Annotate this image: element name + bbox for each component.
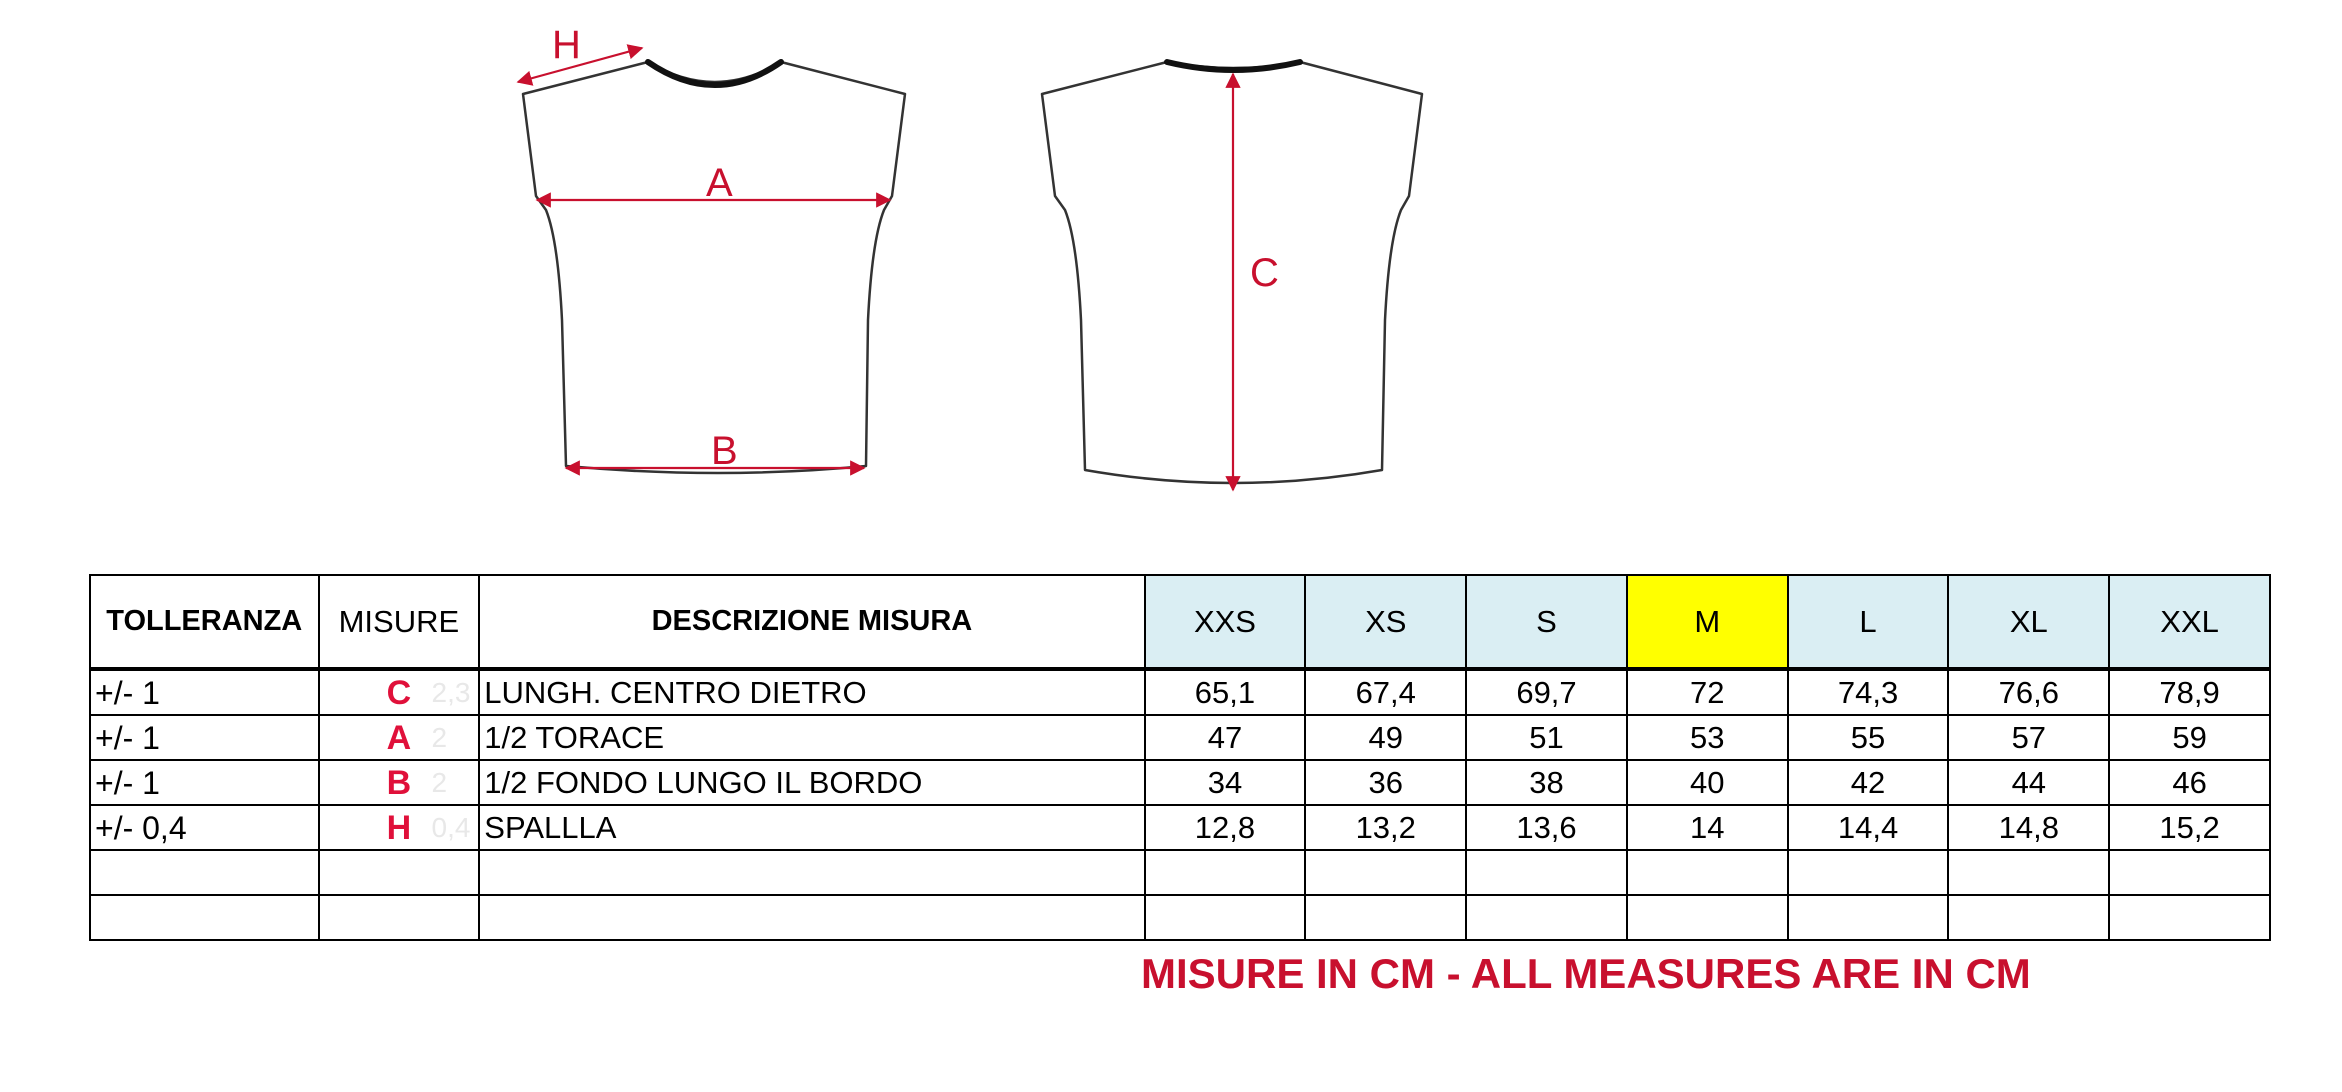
value-cell-s: 69,7 (1466, 669, 1627, 715)
measure-code: H (386, 808, 412, 847)
measure-code-cell (319, 669, 480, 715)
value-cell-xxl (2109, 850, 2270, 895)
value-cell-xl: 76,6 (1948, 669, 2109, 715)
table-row (90, 715, 2270, 760)
header-size-s: S (1466, 575, 1627, 669)
value-cell-m (1627, 895, 1788, 940)
value-cell-xxs (1145, 850, 1306, 895)
header-size-xs: XS (1305, 575, 1466, 669)
value-cell-xl: 57 (1948, 715, 2109, 760)
tolerance-cell: +/- 0,4 (90, 805, 319, 850)
value-cell-xxl (2109, 895, 2270, 940)
value-cell-l (1788, 895, 1949, 940)
measure-code: B (386, 763, 412, 802)
dim-a-label: A (706, 161, 733, 205)
tolerance-cell: +/- 1 (90, 760, 319, 805)
tolerance-cell (90, 895, 319, 940)
value-cell-xxl: 15,2 (2109, 805, 2270, 850)
value-cell-xxl: 78,9 (2109, 669, 2270, 715)
header-measure: MISURE (319, 575, 480, 669)
table-row (90, 805, 2270, 850)
measure-code-cell (319, 805, 480, 850)
value-cell-s (1466, 895, 1627, 940)
value-cell-xxs: 47 (1145, 715, 1306, 760)
dim-c-label: C (1250, 251, 1279, 295)
value-cell-l: 42 (1788, 760, 1949, 805)
table-row-empty (90, 895, 2270, 940)
tshirt-back-view (1042, 62, 1422, 490)
table-row (90, 760, 2270, 805)
back-collar (1167, 62, 1300, 70)
value-cell-xl (1948, 850, 2109, 895)
value-cell-s (1466, 850, 1627, 895)
header-tolerance: TOLLERANZA (90, 575, 319, 669)
value-cell-xxs: 34 (1145, 760, 1306, 805)
header-description: DESCRIZIONE MISURA (479, 575, 1144, 669)
header-size-xl: XL (1948, 575, 2109, 669)
description-cell (479, 850, 1144, 895)
value-cell-m: 14 (1627, 805, 1788, 850)
value-cell-xxs: 65,1 (1145, 669, 1306, 715)
measure-code-cell (319, 760, 480, 805)
measure-ghost-text: 2 (431, 722, 448, 753)
value-cell-m: 53 (1627, 715, 1788, 760)
value-cell-l: 14,4 (1788, 805, 1949, 850)
measure-code-cell (319, 895, 480, 940)
dim-h-label: H (552, 23, 581, 67)
value-cell-xl: 14,8 (1948, 805, 2109, 850)
measure-ghost-text: 2,3 (431, 677, 471, 708)
description-cell: 1/2 FONDO LUNGO IL BORDO (479, 760, 1144, 805)
value-cell-xl: 44 (1948, 760, 2109, 805)
value-cell-xxl: 59 (2109, 715, 2270, 760)
value-cell-m: 40 (1627, 760, 1788, 805)
value-cell-xs: 67,4 (1305, 669, 1466, 715)
header-size-l: L (1788, 575, 1949, 669)
value-cell-m: 72 (1627, 669, 1788, 715)
value-cell-s: 51 (1466, 715, 1627, 760)
description-cell: SPALLLA (479, 805, 1144, 850)
value-cell-xxl: 46 (2109, 760, 2270, 805)
front-outline (523, 62, 905, 473)
dim-b-label: B (711, 429, 738, 473)
description-cell (479, 895, 1144, 940)
value-cell-xl (1948, 895, 2109, 940)
measure-ghost-text: 2 (431, 767, 448, 798)
value-cell-s: 13,6 (1466, 805, 1627, 850)
value-cell-xxs: 12,8 (1145, 805, 1306, 850)
value-cell-l (1788, 850, 1949, 895)
value-cell-xs: 36 (1305, 760, 1466, 805)
units-note: MISURE IN CM - ALL MEASURES ARE IN CM (1141, 950, 2031, 997)
table-row-empty (90, 850, 2270, 895)
value-cell-l: 55 (1788, 715, 1949, 760)
tolerance-cell: +/- 1 (90, 715, 319, 760)
value-cell-xs: 49 (1305, 715, 1466, 760)
description-cell: 1/2 TORACE (479, 715, 1144, 760)
table-row (90, 669, 2270, 715)
table-header-row (90, 575, 2270, 669)
measure-code: C (386, 673, 412, 712)
value-cell-xs (1305, 895, 1466, 940)
header-size-xxs: XXS (1145, 575, 1306, 669)
tshirt-front-view (518, 23, 905, 473)
measure-code-cell (319, 715, 480, 760)
value-cell-s: 38 (1466, 760, 1627, 805)
tolerance-cell: +/- 1 (90, 669, 319, 715)
value-cell-xs (1305, 850, 1466, 895)
measure-code-cell (319, 850, 480, 895)
value-cell-l: 74,3 (1788, 669, 1949, 715)
header-size-m: M (1627, 575, 1788, 669)
measure-code: A (386, 718, 412, 757)
tolerance-cell (90, 850, 319, 895)
size-chart-table (89, 574, 2271, 941)
measure-ghost-text: 0,4 (431, 812, 471, 843)
header-size-xxl: XXL (2109, 575, 2270, 669)
description-cell: LUNGH. CENTRO DIETRO (479, 669, 1144, 715)
value-cell-xs: 13,2 (1305, 805, 1466, 850)
value-cell-xxs (1145, 895, 1306, 940)
value-cell-m (1627, 850, 1788, 895)
